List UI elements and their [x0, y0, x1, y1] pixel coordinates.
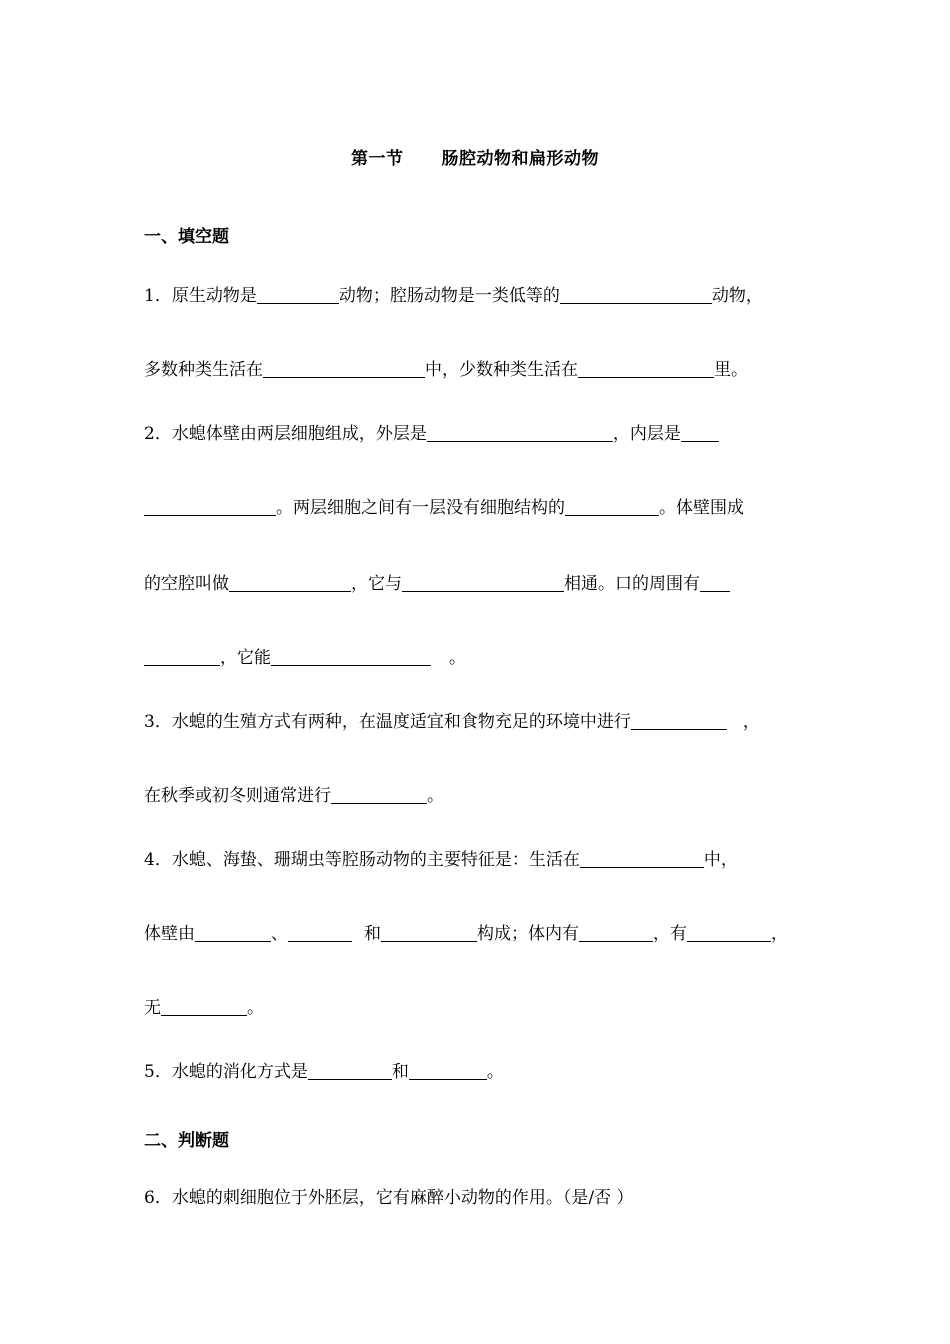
q4-text-a: 4．水螅、海蛰、珊瑚虫等腔肠动物的主要特征是：生活在	[144, 850, 580, 870]
q5-text-c: 。	[486, 1062, 504, 1082]
q2-text-i: 。	[449, 648, 466, 668]
q4-line2	[144, 922, 788, 946]
q6-line1	[144, 1186, 633, 1210]
blank	[288, 923, 352, 942]
q3-text-c: 在秋季或初冬则通常进行	[144, 786, 331, 806]
q2-text-b: ，内层是	[612, 424, 681, 444]
blank	[402, 573, 564, 592]
q1-text-c: 动物，	[711, 286, 763, 306]
q4-text-e: 和	[364, 924, 381, 944]
q1-text-b: 动物；腔肠动物是一类低等的	[338, 286, 560, 306]
blank	[631, 711, 727, 730]
blank	[560, 285, 712, 304]
blank	[427, 423, 613, 442]
blank	[580, 849, 704, 868]
q4-line3	[144, 996, 264, 1020]
page-title	[0, 144, 950, 169]
q2-line4	[144, 646, 466, 670]
q5-line1	[144, 1060, 504, 1084]
blank	[409, 1061, 487, 1080]
blank	[161, 997, 247, 1016]
q3-line1	[144, 710, 760, 734]
q1-text-f: 里。	[714, 360, 748, 380]
q4-text-b: 中，	[703, 850, 738, 870]
blank	[381, 923, 477, 942]
q4-text-g: ，有	[653, 924, 687, 944]
q2-text-h: ，它能	[220, 648, 271, 668]
q2-text-d: 。体壁围成	[659, 498, 744, 518]
q1-text-e: 中，少数种类生活在	[425, 360, 578, 380]
blank	[229, 573, 351, 592]
title-part1: 第一节	[351, 149, 404, 169]
blank	[700, 573, 730, 592]
q2-line2	[144, 496, 744, 520]
blank	[681, 423, 719, 442]
blank	[271, 647, 431, 666]
q4-text-f: 构成；体内有	[477, 924, 579, 944]
blank	[579, 923, 653, 942]
blank	[263, 359, 425, 378]
q2-text-a: 2．水螅体壁由两层细胞组成，外层是	[144, 424, 427, 444]
q1-line2	[144, 358, 748, 382]
blank	[331, 785, 427, 804]
q4-text-i: 无	[144, 998, 161, 1018]
blank	[308, 1061, 392, 1080]
q2-text-g: 相通。口的周围有	[564, 574, 700, 594]
q1-text-a: 1．原生动物是	[144, 286, 257, 306]
blank	[144, 497, 276, 516]
q3-text-b: ，	[742, 712, 760, 732]
q2-text-c: 。两层细胞之间有一层没有细胞结构的	[276, 498, 565, 518]
q6-text-a: 6．水螅的刺细胞位于外胚层，它有麻醉小动物的作用。（是/否 ）	[144, 1188, 634, 1208]
q2-text-e: 的空腔叫做	[144, 574, 229, 594]
blank	[257, 285, 339, 304]
blank	[565, 497, 659, 516]
q5-text-a: 5．水螅的消化方式是	[144, 1062, 308, 1082]
q2-line1	[144, 422, 719, 446]
blank	[687, 923, 771, 942]
q3-line2	[144, 784, 444, 808]
section-true-false: 二、判断题	[144, 1131, 229, 1151]
q3-text-d: 。	[427, 786, 444, 806]
q2-text-f: ，它与	[351, 574, 402, 594]
q4-text-c: 体壁由	[144, 924, 195, 944]
blank	[144, 647, 220, 666]
q1-text-d: 多数种类生活在	[144, 360, 263, 380]
q4-text-h: ，	[771, 924, 788, 944]
q4-line1	[144, 848, 738, 872]
q4-text-d: 、	[271, 924, 288, 944]
blank	[578, 359, 714, 378]
q2-line3	[144, 572, 730, 596]
title-part2: 肠腔动物和扁形动物	[441, 149, 599, 169]
q5-text-b: 和	[391, 1062, 409, 1082]
q3-text-a: 3．水螅的生殖方式有两种，在温度适宜和食物充足的环境中进行	[144, 712, 631, 732]
q4-text-j: 。	[247, 998, 264, 1018]
section-fill-in-blank: 一、填空题	[144, 227, 229, 247]
blank	[195, 923, 271, 942]
q1-line1	[144, 284, 763, 308]
